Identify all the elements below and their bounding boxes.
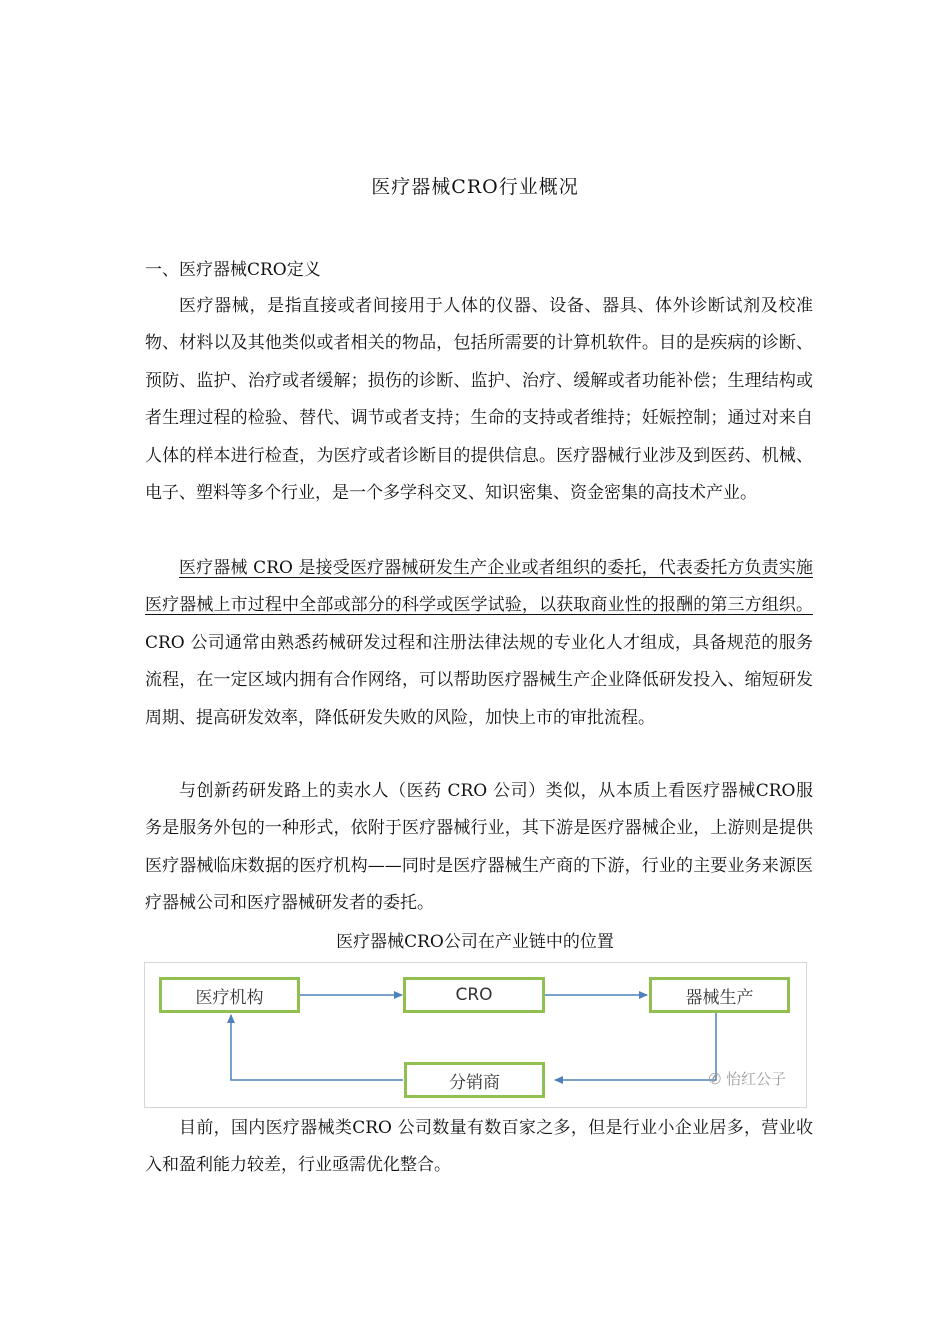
paragraph-3: 与创新药研发路上的卖水人（医药 CRO 公司）类似，从本质上看医疗器械CRO服务是服务外包的一种形式，依附于医疗器械行业，其下游是医疗器械企业，上游则是提供医疗器械临床数据的医疗机构——同时是医疗器械生产商的下游，行业的主要业务来源医疗器械公司和医疗器械研发者的委托。 bbox=[145, 781, 813, 914]
underlined-definition: 医疗器械 CRO 是接受医疗器械研发生产企业或者组织的委托，代表委托方负责实施医疗器械上市过程中全部或部分的科学或医学试验，以获取商业性的报酬的第三方组织。 bbox=[145, 558, 813, 616]
watermark bbox=[709, 1068, 786, 1089]
paragraph-current-status bbox=[145, 1110, 813, 1185]
page-title: 医疗器械CRO行业概况 bbox=[371, 176, 579, 198]
node-cro: CRO bbox=[403, 977, 545, 1013]
paragraph-cro bbox=[145, 550, 813, 737]
wechat-icon: ✆ bbox=[708, 1070, 722, 1088]
figure-caption: 医疗器械CRO公司在产业链中的位置 bbox=[336, 932, 614, 952]
paragraph-4: 目前，国内医疗器械类CRO 公司数量有数百家之多，但是行业小企业居多，营业收入和盈利能力较差，行业亟需优化整合。 bbox=[145, 1118, 813, 1176]
paragraph-1: 医疗器械，是指直接或者间接用于人体的仪器、设备、器具、体外诊断试剂及校准物、材料以及其他类似或者相关的物品，包括所需要的计算机软件。目的是疾病的诊断、预防、监护、治疗或者缓解；损伤的诊断、监护、治疗、缓解或者功能补偿；生理结构或者生理过程的检验、替代、调节或者支持；生命的支持或者维持；妊娠控制；通过对来自人体的样本进行检查，为医疗或者诊断目的提供信息。医疗器械行业涉及到医药、机械、电子、塑料等多个行业，是一个多学科交叉、知识密集、资金密集的高技术产业。 bbox=[145, 296, 813, 504]
section-heading: 一、医疗器械CRO定义 bbox=[145, 260, 321, 280]
arrow-manufacturer-to-distributor bbox=[555, 1013, 716, 1080]
paragraph-definition bbox=[145, 288, 813, 512]
paragraph-2-rest: CRO 公司通常由熟悉药械研发过程和注册法律法规的专业化人才组成，具备规范的服务流程，在一定区域内拥有合作网络，可以帮助医疗器械生产企业降低研发投入、缩短研发周期、提高研发效率，降低研发失败的风险，加快上市的审批流程。 bbox=[145, 632, 813, 728]
node-distributor: 分销商 bbox=[404, 1062, 545, 1098]
arrow-distributor-to-hospital bbox=[231, 1015, 403, 1080]
node-manufacturer: 器械生产 bbox=[649, 977, 790, 1013]
node-hospital: 医疗机构 bbox=[159, 977, 300, 1013]
industry-chain-diagram bbox=[144, 962, 807, 1108]
paragraph-2 bbox=[145, 550, 813, 737]
paragraph-industry-chain bbox=[145, 773, 813, 923]
watermark-text: 怡红公子 bbox=[725, 1070, 786, 1088]
